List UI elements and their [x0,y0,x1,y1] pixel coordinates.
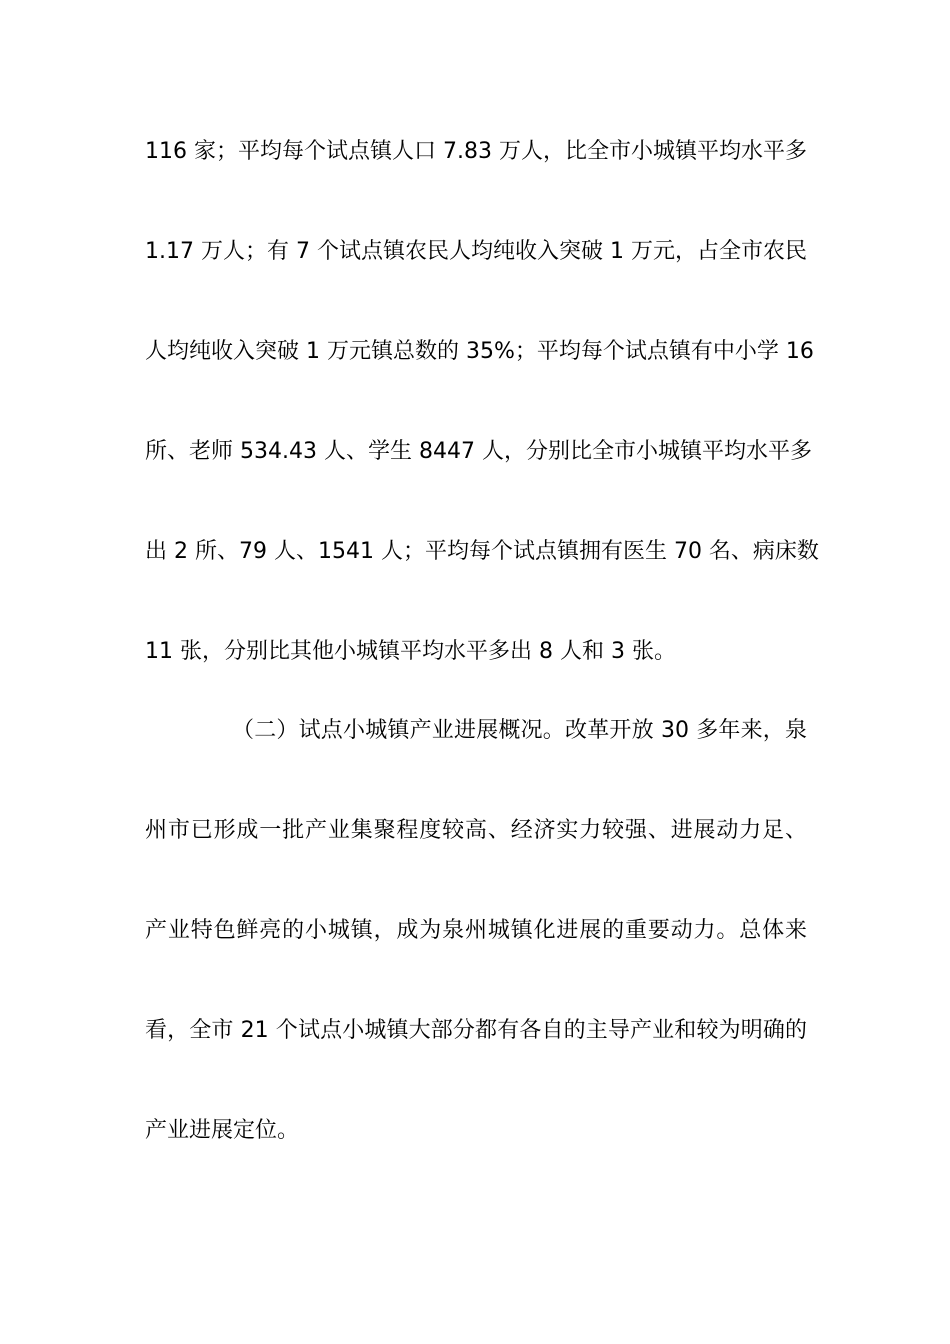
paragraph-line: 116 家；平均每个试点镇人口 7.83 万人，比全市小城镇平均水平多 [145,139,807,164]
section-heading-line: （二）试点小城镇产业进展概况。改革开放 30 多年来，泉 [232,718,807,743]
paragraph-line: 看，全市 21 个试点小城镇大部分都有各自的主导产业和较为明确的 [145,1018,807,1043]
paragraph-line: 所、老师 534.43 人、学生 8447 人，分别比全市小城镇平均水平多 [145,439,812,464]
paragraph-line: 1.17 万人；有 7 个试点镇农民人均纯收入突破 1 万元，占全市农民 [145,239,807,264]
paragraph-line: 人均纯收入突破 1 万元镇总数的 35%；平均每个试点镇有中小学 16 [145,339,814,364]
paragraph-line: 州市已形成一批产业集聚程度较高、经济实力较强、进展动力足、 [145,818,807,843]
paragraph-line: 产业特色鲜亮的小城镇，成为泉州城镇化进展的重要动力。总体来 [145,918,807,943]
paragraph-line: 11 张，分别比其他小城镇平均水平多出 8 人和 3 张。 [145,639,676,664]
paragraph-line: 出 2 所、79 人、1541 人；平均每个试点镇拥有医生 70 名、病床数 [145,539,819,564]
paragraph-line: 产业进展定位。 [145,1118,300,1143]
